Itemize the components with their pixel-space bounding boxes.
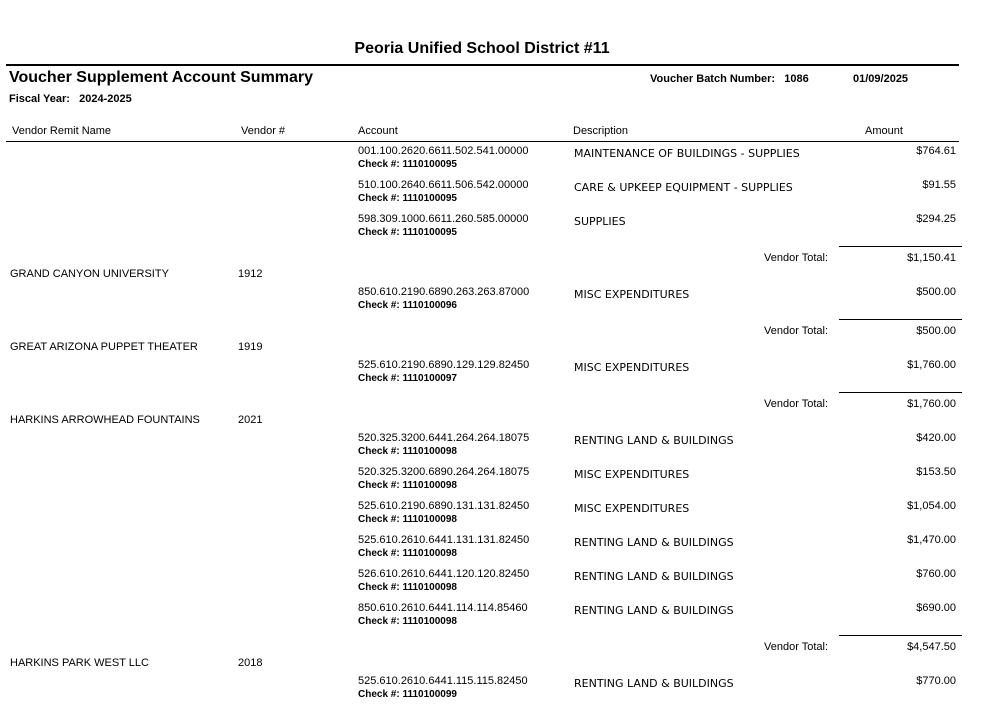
check-label: Check #: — [358, 227, 400, 238]
account-code: 525.610.2190.6890.131.131.82450 — [358, 500, 530, 512]
vendor-total-rule — [839, 246, 962, 247]
check-number — [358, 373, 457, 384]
account-code: 850.610.2610.6441.114.114.85460 — [358, 602, 528, 614]
col-amount: Amount — [865, 125, 903, 137]
line-amount: $770.00 — [916, 675, 956, 687]
check-value: 1110100095 — [402, 227, 457, 238]
check-label: Check #: — [358, 548, 400, 559]
account-code: 520.325.3200.6890.264.264.18075 — [358, 466, 530, 478]
line-amount: $153.50 — [916, 466, 956, 478]
batch-value: 1086 — [784, 73, 809, 85]
batch-number — [650, 73, 809, 85]
line-description: CARE & UPKEEP EQUIPMENT - SUPPLIES — [574, 181, 793, 194]
line-description: MISC EXPENDITURES — [574, 468, 690, 481]
vendor-total-amount: $4,547.50 — [907, 641, 956, 653]
fiscal-year-label: Fiscal Year: — [9, 93, 70, 105]
account-code: 525.610.2190.6890.129.129.82450 — [358, 359, 530, 371]
check-value: 1110100097 — [402, 373, 457, 384]
line-description: MISC EXPENDITURES — [574, 361, 690, 374]
line-amount: $1,470.00 — [907, 534, 956, 546]
line-amount: $294.25 — [916, 213, 956, 225]
header-rule — [6, 64, 959, 66]
col-description: Description — [573, 125, 629, 137]
line-description: RENTING LAND & BUILDINGS — [574, 536, 734, 549]
account-code: 598.309.1000.6611.260.585.00000 — [358, 213, 529, 225]
vendor-number: 2018 — [238, 657, 263, 669]
check-number — [358, 227, 457, 238]
line-amount: $764.61 — [916, 145, 956, 157]
check-number — [358, 193, 457, 204]
line-description: RENTING LAND & BUILDINGS — [574, 570, 734, 583]
vendor-total-label: Vendor Total: — [764, 252, 829, 264]
line-amount: $690.00 — [916, 602, 956, 614]
check-value: 1110100098 — [402, 548, 457, 559]
col-vendor-remit-name: Vendor Remit Name — [12, 125, 112, 137]
account-code: 526.610.2610.6441.120.120.82450 — [358, 568, 530, 580]
account-code: 525.610.2610.6441.115.115.82450 — [358, 675, 528, 687]
check-value: 1110100095 — [402, 193, 457, 204]
vendor-number: 2021 — [238, 414, 263, 426]
column-header-rule — [6, 141, 959, 142]
check-label: Check #: — [358, 689, 400, 700]
vendor-total-rule — [839, 392, 962, 393]
report-date: 01/09/2025 — [853, 73, 909, 85]
check-number — [358, 159, 457, 170]
check-value: 1110100095 — [402, 159, 457, 170]
check-value: 1110100098 — [402, 514, 457, 525]
line-description: RENTING LAND & BUILDINGS — [574, 604, 734, 617]
vendor-number: 1919 — [238, 341, 263, 353]
check-number — [358, 548, 457, 559]
check-value: 1110100098 — [402, 582, 457, 593]
account-code: 520.325.3200.6441.264.264.18075 — [358, 432, 530, 444]
line-description: SUPPLIES — [574, 215, 626, 228]
check-number — [358, 300, 457, 311]
check-value: 1110100098 — [402, 446, 457, 457]
vendor-name: GREAT ARIZONA PUPPET THEATER — [10, 341, 198, 353]
vendor-total-rule — [839, 319, 962, 320]
line-description: RENTING LAND & BUILDINGS — [574, 677, 734, 690]
check-label: Check #: — [358, 373, 400, 384]
vendor-total-amount: $1,760.00 — [907, 398, 956, 410]
col-account: Account — [358, 125, 398, 137]
check-label: Check #: — [358, 514, 400, 525]
line-description: MISC EXPENDITURES — [574, 288, 690, 301]
check-number — [358, 480, 457, 491]
vendor-number: 1912 — [238, 268, 263, 280]
vendor-name: HARKINS PARK WEST LLC — [10, 657, 149, 669]
account-code: 001.100.2620.6611.502.541.00000 — [358, 145, 529, 157]
vendor-total-amount: $500.00 — [916, 325, 956, 337]
batch-label: Voucher Batch Number: — [650, 73, 776, 85]
fiscal-year — [9, 93, 132, 105]
check-number — [358, 689, 457, 700]
check-number — [358, 446, 457, 457]
vendor-total-label: Vendor Total: — [764, 398, 829, 410]
check-value: 1110100098 — [402, 480, 457, 491]
line-amount: $500.00 — [916, 286, 956, 298]
check-value: 1110100096 — [402, 300, 457, 311]
line-description: MAINTENANCE OF BUILDINGS - SUPPLIES — [574, 147, 800, 160]
account-code: 850.610.2190.6890.263.263.87000 — [358, 286, 530, 298]
vendor-total-label: Vendor Total: — [764, 641, 829, 653]
check-value: 1110100098 — [402, 616, 457, 627]
vendor-total-amount: $1,150.41 — [907, 252, 956, 264]
line-amount: $760.00 — [916, 568, 956, 580]
line-amount: $1,760.00 — [907, 359, 956, 371]
vendor-name: GRAND CANYON UNIVERSITY — [10, 268, 169, 280]
check-label: Check #: — [358, 159, 400, 170]
check-label: Check #: — [358, 616, 400, 627]
check-number — [358, 514, 457, 525]
check-label: Check #: — [358, 193, 400, 204]
line-amount: $420.00 — [916, 432, 956, 444]
check-label: Check #: — [358, 446, 400, 457]
check-number — [358, 616, 457, 627]
line-amount: $91.55 — [922, 179, 956, 191]
fiscal-year-value: 2024-2025 — [79, 93, 132, 105]
line-description: RENTING LAND & BUILDINGS — [574, 434, 734, 447]
account-code: 510.100.2640.6611.506.542.00000 — [358, 179, 529, 191]
report-title: Voucher Supplement Account Summary — [9, 69, 314, 86]
check-value: 1110100099 — [402, 689, 457, 700]
line-amount: $1,054.00 — [907, 500, 956, 512]
account-code: 525.610.2610.6441.131.131.82450 — [358, 534, 530, 546]
check-label: Check #: — [358, 480, 400, 491]
district-title: Peoria Unified School District #11 — [354, 40, 610, 57]
check-number — [358, 582, 457, 593]
vendor-name: HARKINS ARROWHEAD FOUNTAINS — [10, 414, 200, 426]
vendor-total-label: Vendor Total: — [764, 325, 829, 337]
line-description: MISC EXPENDITURES — [574, 502, 690, 515]
check-label: Check #: — [358, 300, 400, 311]
vendor-total-rule — [839, 635, 962, 636]
check-label: Check #: — [358, 582, 400, 593]
col-vendor-number: Vendor # — [241, 125, 286, 137]
